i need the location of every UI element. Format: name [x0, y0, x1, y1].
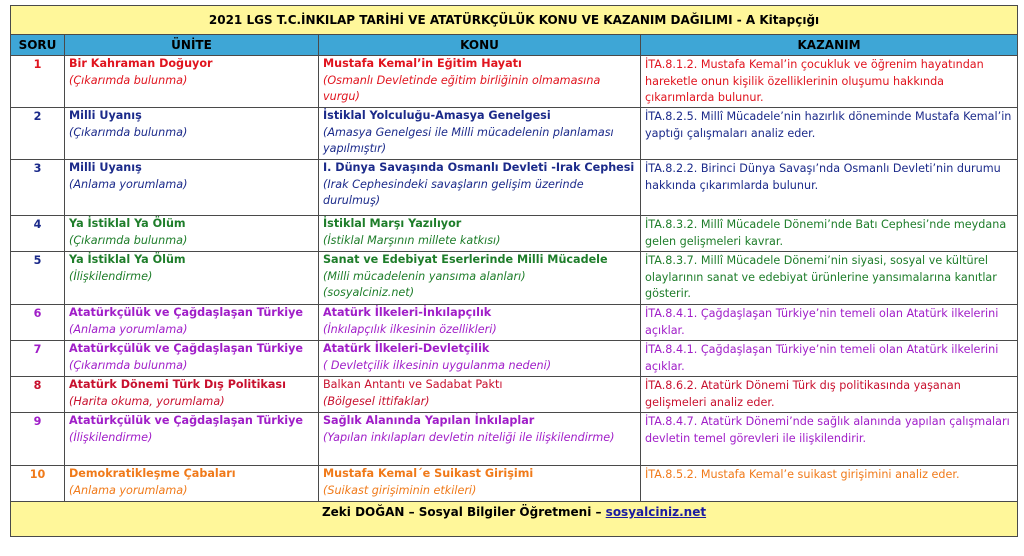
unite-note: (İlişkilendirme) — [69, 269, 153, 283]
title-row — [11, 6, 1018, 35]
unite-cell — [65, 305, 319, 341]
document — [10, 5, 1017, 537]
konu-note: (Amasya Genelgesi ile Milli mücadelenin planlaması yapılmıştır) — [323, 125, 614, 155]
konu-cell — [319, 56, 641, 108]
konu-note: ( Devletçilik ilkesinin uygulanma nedeni) — [323, 358, 552, 372]
unite-title: Atatürkçülük ve Çağdaşlaşan Türkiye — [69, 342, 303, 355]
unite-title: Demokratikleşme Çabaları — [69, 467, 236, 480]
unite-cell — [65, 413, 319, 466]
table-row — [11, 160, 1018, 216]
konu-title: Atatürk İlkeleri-İnkılapçılık — [323, 306, 492, 319]
kazanim-cell: İTA.8.3.2. Millî Mücadele Dönemi’nde Batı Cephesi’nde meydana gelen gelişmeleri kavrar. — [641, 216, 1018, 252]
konu-title: Mustafa Kemal´e Suikast Girişimi — [323, 467, 534, 480]
kazanim-cell: İTA.8.3.7. Millî Mücadele Dönemi’nin siyasi, sosyal ve kültürel olaylarının sanat ve edebiyat ürünlerine yansımalarına kanıtlar gösterir. — [641, 252, 1018, 305]
konu-title: I. Dünya Savaşında Osmanlı Devleti -Irak Cephesi — [323, 161, 635, 174]
table-row — [11, 56, 1018, 108]
soru-number: 2 — [11, 108, 65, 160]
table-row — [11, 216, 1018, 252]
konu-source: (sosyalciniz.net) — [323, 286, 415, 299]
konu-title: İstiklal Yolculuğu-Amasya Genelgesi — [323, 109, 551, 122]
unite-title: Atatürkçülük ve Çağdaşlaşan Türkiye — [69, 306, 303, 319]
soru-number: 10 — [11, 466, 65, 502]
unite-note: (Anlama yorumlama) — [69, 483, 188, 497]
unite-title: Milli Uyanış — [69, 109, 142, 122]
konu-cell — [319, 252, 641, 305]
konu-cell — [319, 377, 641, 413]
soru-number: 1 — [11, 56, 65, 108]
kazanim-cell: İTA.8.4.7. Atatürk Dönemi’nde sağlık alanında yapılan çalışmaları devletin temel görevleri ile ilişkilendirir. — [641, 413, 1018, 466]
konu-cell — [319, 305, 641, 341]
header-kazanim: KAZANIM — [641, 35, 1018, 56]
footer-author: Zeki DOĞAN – Sosyal Bilgiler Öğretmeni – — [321, 505, 606, 519]
footer-cell — [11, 502, 1018, 537]
footer-row — [11, 502, 1018, 537]
unite-cell — [65, 466, 319, 502]
header-row — [11, 35, 1018, 56]
table-row — [11, 377, 1018, 413]
table-row — [11, 305, 1018, 341]
soru-number: 8 — [11, 377, 65, 413]
kazanim-cell: İTA.8.5.2. Mustafa Kemal’e suikast girişimini analiz eder. — [641, 466, 1018, 502]
unite-cell — [65, 216, 319, 252]
unite-note: (Çıkarımda bulunma) — [69, 233, 188, 247]
unite-cell — [65, 108, 319, 160]
konu-note: (Suikast girişiminin etkileri) — [323, 483, 477, 497]
table-row — [11, 341, 1018, 377]
konu-cell — [319, 341, 641, 377]
unite-title: Milli Uyanış — [69, 161, 142, 174]
table-row — [11, 413, 1018, 466]
soru-number: 7 — [11, 341, 65, 377]
konu-note: (Irak Cephesindeki savaşların gelişim üzerinde durulmuş) — [323, 177, 584, 207]
konu-title: Sağlık Alanında Yapılan İnkılaplar — [323, 414, 535, 427]
unite-cell — [65, 252, 319, 305]
unite-title: Ya İstiklal Ya Ölüm — [69, 217, 186, 230]
unite-note: (Anlama yorumlama) — [69, 177, 188, 191]
konu-note: (İnkılapçılık ilkesinin özellikleri) — [323, 322, 497, 336]
konu-cell — [319, 108, 641, 160]
unite-note: (İlişkilendirme) — [69, 430, 153, 444]
header-unite: ÜNİTE — [65, 35, 319, 56]
footer-link[interactable]: sosyalciniz.net — [605, 505, 707, 519]
soru-number: 3 — [11, 160, 65, 216]
konu-cell — [319, 413, 641, 466]
kazanim-cell: İTA.8.6.2. Atatürk Dönemi Türk dış politikasında yaşanan gelişmeleri analiz eder. — [641, 377, 1018, 413]
konu-kazanim-table — [10, 5, 1018, 537]
unite-cell — [65, 56, 319, 108]
kazanim-cell: İTA.8.2.5. Millî Mücadele’nin hazırlık döneminde Mustafa Kemal’in yaptığı çalışmaları analiz eder. — [641, 108, 1018, 160]
unite-note: (Anlama yorumlama) — [69, 322, 188, 336]
konu-title: Mustafa Kemal’in Eğitim Hayatı — [323, 57, 522, 70]
kazanim-cell: İTA.8.2.2. Birinci Dünya Savaşı’nda Osmanlı Devleti’nin durumu hakkında çıkarımlarda bulunur. — [641, 160, 1018, 216]
konu-cell — [319, 216, 641, 252]
kazanim-cell: İTA.8.4.1. Çağdaşlaşan Türkiye’nin temeli olan Atatürk ilkelerini açıklar. — [641, 305, 1018, 341]
konu-note: (Milli mücadelenin yansıma alanları) — [323, 269, 526, 283]
soru-number: 6 — [11, 305, 65, 341]
header-konu: KONU — [319, 35, 641, 56]
konu-note: (Bölgesel ittifaklar) — [323, 394, 430, 408]
unite-note: (Harita okuma, yorumlama) — [69, 394, 225, 408]
konu-title: Atatürk İlkeleri-Devletçilik — [323, 342, 490, 355]
konu-title: İstiklal Marşı Yazılıyor — [323, 217, 462, 230]
konu-note: (Osmanlı Devletinde eğitim birliğinin olmamasına vurgu) — [323, 73, 601, 103]
unite-title: Atatürkçülük ve Çağdaşlaşan Türkiye — [69, 414, 303, 427]
unite-cell — [65, 377, 319, 413]
unite-note: (Çıkarımda bulunma) — [69, 358, 188, 372]
unite-title: Atatürk Dönemi Türk Dış Politikası — [69, 378, 286, 391]
konu-title: Balkan Antantı ve Sadabat Paktı — [323, 378, 503, 391]
konu-cell — [319, 160, 641, 216]
konu-title: Sanat ve Edebiyat Eserlerinde Milli Mücadele — [323, 253, 608, 266]
unite-title: Bir Kahraman Doğuyor — [69, 57, 213, 70]
unite-note: (Çıkarımda bulunma) — [69, 73, 188, 87]
unite-cell — [65, 341, 319, 377]
table-row — [11, 108, 1018, 160]
unite-note: (Çıkarımda bulunma) — [69, 125, 188, 139]
soru-number: 4 — [11, 216, 65, 252]
kazanim-cell: İTA.8.4.1. Çağdaşlaşan Türkiye’nin temeli olan Atatürk ilkelerini açıklar. — [641, 341, 1018, 377]
unite-title: Ya İstiklal Ya Ölüm — [69, 253, 186, 266]
page-title: 2021 LGS T.C.İNKILAP TARİHİ VE ATATÜRKÇÜLÜK KONU VE KAZANIM DAĞILIMI - A Kitapçığı — [11, 6, 1018, 35]
table-row — [11, 252, 1018, 305]
unite-cell — [65, 160, 319, 216]
kazanim-cell: İTA.8.1.2. Mustafa Kemal’in çocukluk ve öğrenim hayatından hareketle onun kişilik özelliklerinin oluşumu hakkında çıkarımlarda bulunur. — [641, 56, 1018, 108]
soru-number: 5 — [11, 252, 65, 305]
table-row — [11, 466, 1018, 502]
konu-cell — [319, 466, 641, 502]
konu-note: (Yapılan inkılapları devletin niteliği ile ilişkilendirme) — [323, 430, 615, 444]
header-soru: SORU — [11, 35, 65, 56]
konu-note: (İstiklal Marşının millete katkısı) — [323, 233, 501, 247]
soru-number: 9 — [11, 413, 65, 466]
